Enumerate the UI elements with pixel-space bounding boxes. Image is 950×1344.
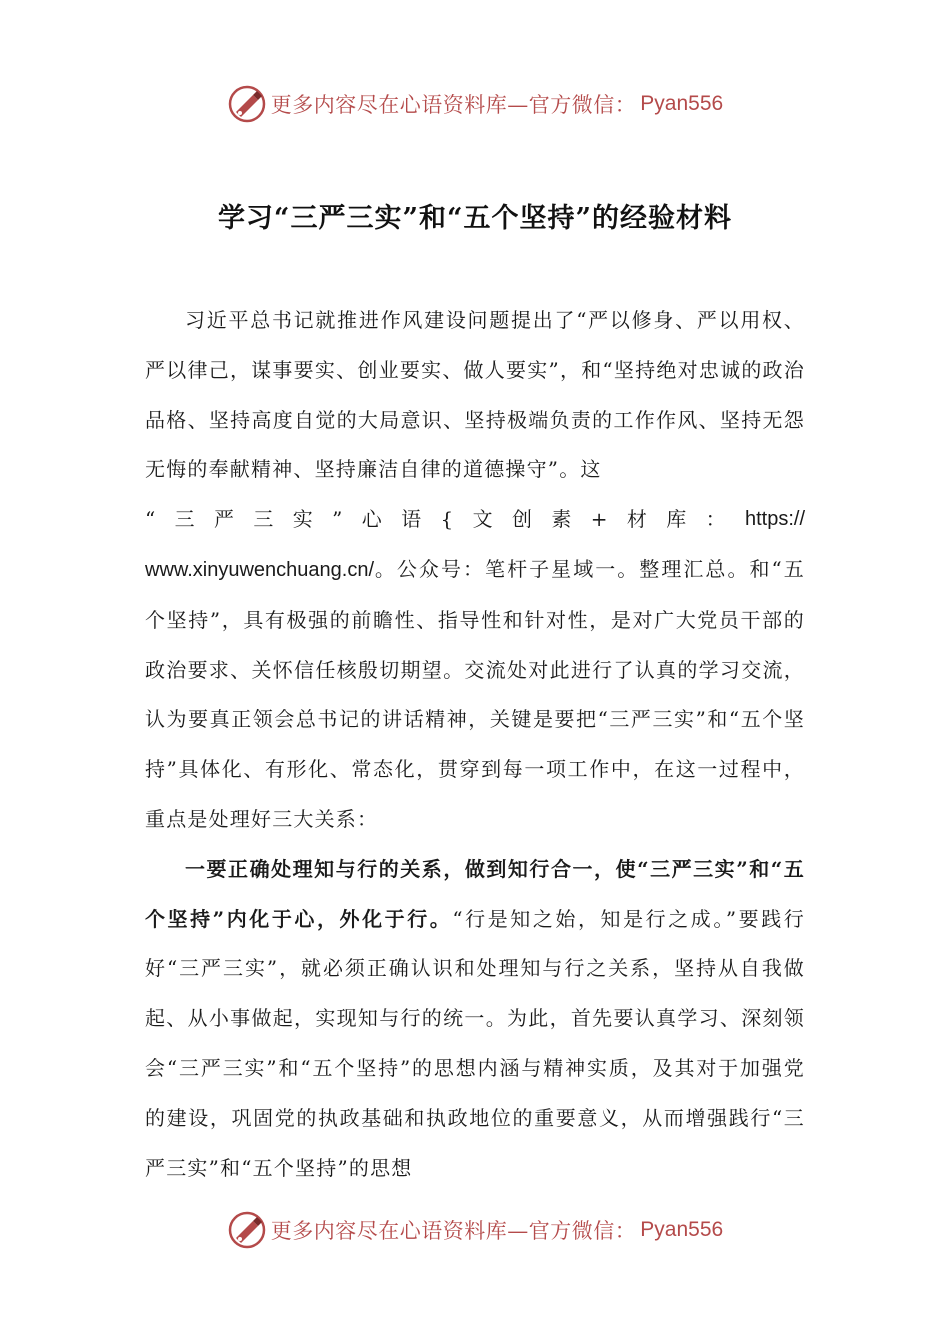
- spread-char: “: [145, 507, 157, 532]
- spread-char: 素: [551, 507, 573, 532]
- paragraph-1: [145, 296, 805, 845]
- banner-wechat-id: Pyan556: [640, 92, 724, 115]
- header-watermark-banner: [0, 82, 950, 126]
- banner-wechat-id: Pyan556: [640, 1218, 724, 1241]
- paragraph-1-spread-line: [145, 495, 805, 545]
- document-body: [145, 296, 805, 1193]
- banner-text: 更多内容尽在心语资料库—官方微信：: [270, 1219, 637, 1243]
- spread-char: 严: [213, 507, 236, 532]
- paragraph-2: [145, 845, 805, 1194]
- pen-logo-icon: [227, 1210, 267, 1250]
- spread-char: 语: [401, 507, 423, 532]
- paragraph-1-text-b: 。公众号：笔杆子星域一。整理汇总。和“五个坚持”，具有极强的前瞻性、指导性和针对性，是对广大党员干部的政治要求、关怀信任核殷切期望。交流处对此进行了认真的学习交流，认为要真正领会总书记的讲话精神，关键是要把“三严三实”和“五个坚持”具体化、有形化、常态化，贯穿到每一项工作中，在这一过程中，重点是处理好三大关系：: [145, 556, 805, 831]
- footer-watermark-banner: [0, 1208, 950, 1252]
- spread-char: 实: [292, 507, 314, 532]
- spread-char: 文: [472, 507, 494, 532]
- paragraph-1-url: www.xinyuwenchuang.cn/: [145, 558, 375, 581]
- document-title: 学习“三严三实”和“五个坚持”的经验材料: [217, 203, 733, 234]
- banner-text: 更多内容尽在心语资料库—官方微信：: [270, 93, 637, 117]
- spread-char: 材: [626, 507, 649, 532]
- paragraph-2-text: “行是知之始，知是行之成。”要践行好“三严三实”，就必须正确认识和处理知与行之关系，坚持从自我做起、从小事做起，实现知与行的统一。为此，首先要认真学习、深刻领会“三严三实”和“五个坚持”的思想内涵与精神实质，及其对于加强党的建设，巩固党的执政基础和执政地位的重要意义，从而增强践行“三严三实”和“五个坚持”的思想: [145, 906, 805, 1180]
- spread-char: ：: [705, 507, 727, 532]
- spread-char: ”: [332, 507, 344, 532]
- spread-char: 库: [666, 507, 688, 532]
- spread-char: {: [440, 507, 455, 532]
- spread-char: 心: [361, 507, 383, 532]
- pen-logo-icon: [227, 84, 267, 124]
- spread-char: 三: [174, 507, 196, 532]
- spread-char: 三: [253, 507, 275, 532]
- spread-url-start: https://: [744, 508, 805, 531]
- paragraph-1-text-a: 习近平总书记就推进作风建设问题提出了“严以修身、严以用权、严以律己，谋事要实、创业要实、做人要实”，和“坚持绝对忠诚的政治品格、坚持高度自觉的大局意识、坚持极端负责的工作作风、坚持无怨无悔的奉献精神、坚持廉洁自律的道德操守”。这: [145, 308, 805, 482]
- spread-char: +: [590, 507, 609, 532]
- spread-char: 创: [511, 507, 534, 532]
- paragraph-2-bold-heading: 一要正确处理知与行的关系，做到知行合一，使“三严三实”和“五个坚持”内化于心，外化于行。: [145, 856, 805, 931]
